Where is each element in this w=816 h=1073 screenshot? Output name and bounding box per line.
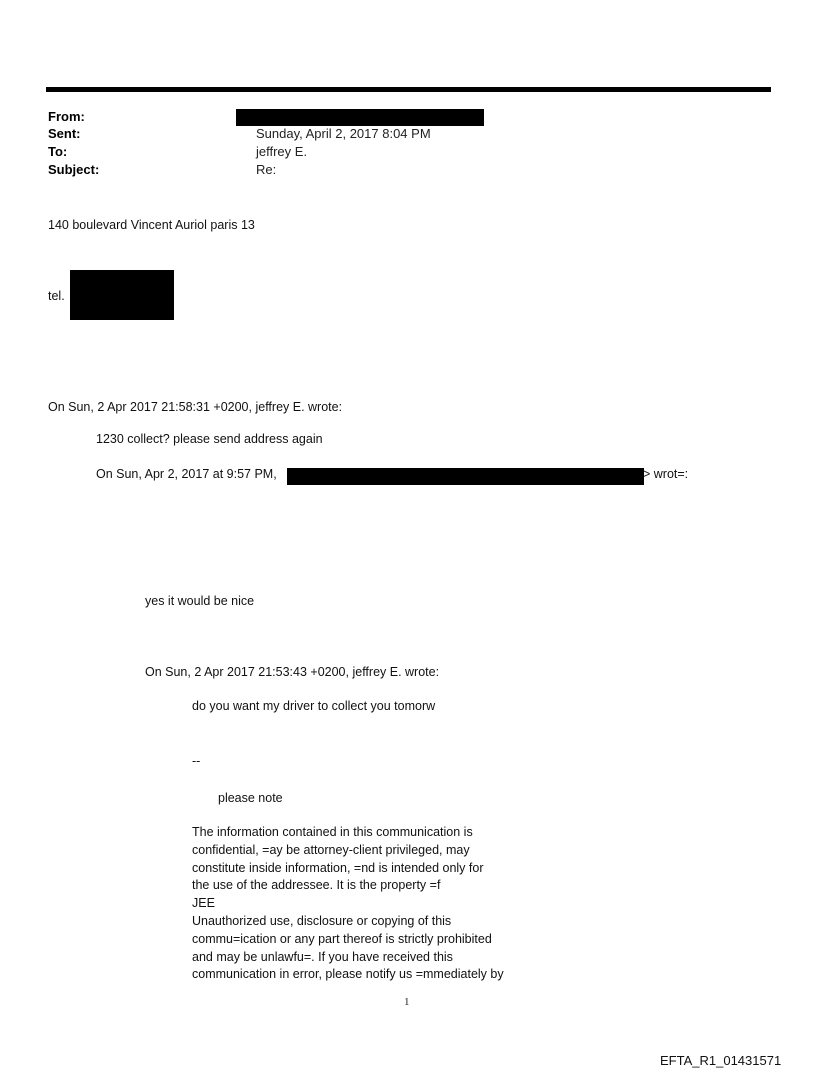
from-label: From: (48, 109, 85, 124)
quote1-header: On Sun, 2 Apr 2017 21:58:31 +0200, jeffrey E. wrote: (48, 400, 343, 414)
tel-label: tel. (48, 289, 65, 303)
disclaimer-line: commu=ication or any part thereof is strictly prohibited (192, 931, 492, 946)
disclaimer-line: constitute inside information, =nd is intended only for (192, 860, 484, 875)
redacted-email (287, 468, 644, 485)
disclaimer-line: Unauthorized use, disclosure or copying of this (192, 913, 452, 928)
subject-label: Subject: (48, 162, 100, 177)
please-note: please note (218, 791, 283, 805)
quote3-text: do you want my driver to collect you tomorw (192, 699, 436, 713)
sent-label: Sent: (48, 126, 81, 141)
quote3-header: On Sun, 2 Apr 2017 21:53:43 +0200, jeffrey E. wrote: (145, 665, 440, 679)
disclaimer-line: and may be unlawfu=. If you have received this (192, 949, 453, 964)
signature-dashes: -- (192, 754, 201, 768)
disclaimer-line: JEE (192, 896, 215, 911)
redacted-sender (236, 109, 484, 126)
sent-value: Sunday, April 2, 2017 8:04 PM (256, 126, 431, 141)
redacted-phone (70, 270, 174, 320)
disclaimer-line: The information contained in this communication is (192, 825, 473, 839)
disclaimer-block (192, 824, 504, 984)
page-number: 1 (404, 996, 410, 1008)
header-rule (46, 87, 771, 92)
to-value: jeffrey E. (256, 144, 308, 159)
disclaimer-line: confidential, =ay be attorney-client privileged, may (192, 842, 470, 857)
document-id: EFTA_R1_01431571 (660, 1053, 782, 1068)
to-label: To: (48, 144, 68, 159)
disclaimer-line: the use of the addressee. It is the property =f (192, 878, 441, 893)
disclaimer-line: communication in error, please notify us =mmediately by (192, 967, 504, 982)
subject-value: Re: (256, 162, 277, 177)
reply-text: yes it would be nice (145, 594, 255, 608)
quote2-header-prefix: On Sun, Apr 2, 2017 at 9:57 PM, (96, 467, 277, 481)
address-line: 140 boulevard Vincent Auriol paris 13 (48, 218, 255, 232)
quote2-header-suffix: > wrot=: (643, 467, 689, 481)
quote1-text: 1230 collect? please send address again (96, 432, 323, 446)
